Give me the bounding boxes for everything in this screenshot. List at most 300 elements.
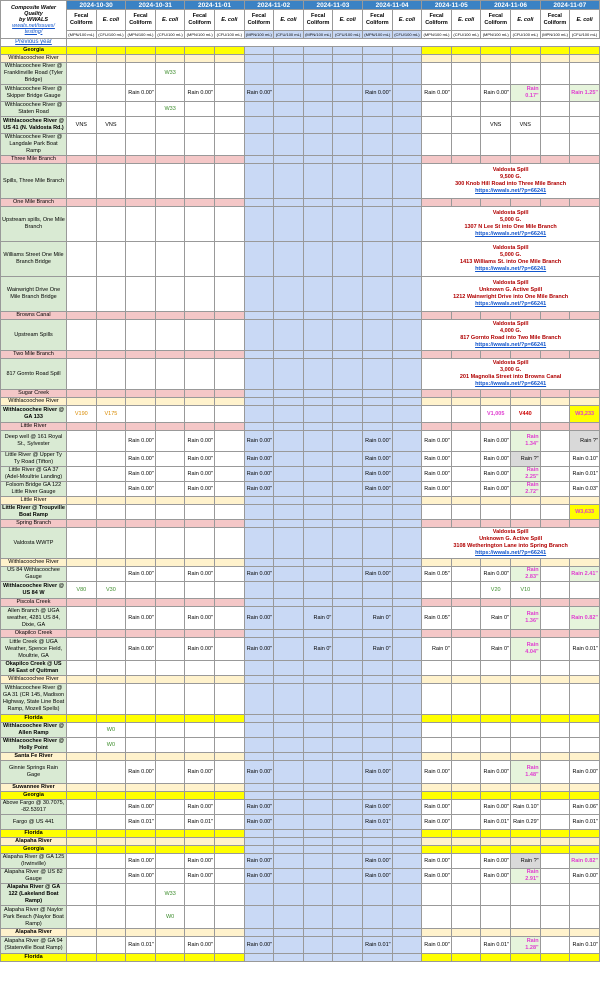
data-cell: [422, 117, 452, 134]
band-cell: [67, 312, 97, 320]
data-cell: [392, 85, 422, 102]
rain-reading: Rain 0.00": [363, 800, 393, 815]
band-cell: [185, 830, 215, 838]
data-cell: [96, 277, 126, 312]
data-cell: [214, 937, 244, 954]
data-cell: [126, 207, 156, 242]
site-row: [1, 582, 600, 599]
data-cell: [274, 242, 304, 277]
spill-link[interactable]: https://wwals.net/?p=66241: [475, 381, 547, 387]
band-cell: [540, 520, 570, 528]
spill-notice: [422, 164, 600, 199]
spill-text: 5,000 G.: [500, 252, 522, 258]
section-label: Alapaha River: [1, 929, 67, 937]
data-cell: [333, 207, 363, 242]
data-cell: [451, 884, 481, 906]
band-cell: [333, 715, 363, 723]
data-cell: [303, 164, 333, 199]
data-cell: [451, 102, 481, 117]
rain-reading: Rain 0.00": [244, 467, 274, 482]
data-cell: [333, 884, 363, 906]
data-cell: [451, 582, 481, 599]
data-cell: [185, 117, 215, 134]
band-cell: [214, 838, 244, 846]
band-cell: [363, 630, 393, 638]
data-cell: [392, 638, 422, 661]
band-cell: [274, 846, 304, 854]
band-cell: [96, 715, 126, 723]
spill-link[interactable]: https://wwals.net/?p=66241: [475, 301, 547, 307]
band-cell: [451, 351, 481, 359]
band-cell: [422, 520, 452, 528]
data-cell: [363, 242, 393, 277]
data-cell: [511, 884, 541, 906]
data-cell: [155, 406, 185, 423]
site-label: Deep well @ 161 Royal St., Sylvester: [1, 431, 67, 452]
data-cell: [185, 582, 215, 599]
spill-text: 1212 Wainwright Drive into One Mile Branch: [453, 294, 569, 300]
band-cell: [451, 676, 481, 684]
band-cell: [392, 599, 422, 607]
data-cell: [244, 582, 274, 599]
band-cell: [333, 55, 363, 63]
data-cell: [451, 482, 481, 497]
band-cell: [363, 715, 393, 723]
data-cell: [67, 723, 97, 738]
data-cell: [303, 102, 333, 117]
data-cell: [540, 815, 570, 830]
spill-link[interactable]: https://wwals.net/?p=66241: [475, 266, 547, 272]
data-cell: [67, 452, 97, 467]
rain-reading: Rain 0.01": [570, 467, 600, 482]
band-cell: [67, 630, 97, 638]
rain-reading: Rain 0.00": [363, 869, 393, 884]
data-cell: [185, 505, 215, 520]
band-cell: [481, 715, 511, 723]
data-cell: [214, 884, 244, 906]
data-cell: [185, 738, 215, 753]
data-cell: [392, 761, 422, 784]
data-cell: [363, 207, 393, 242]
data-cell: [363, 528, 393, 559]
title-link[interactable]: wwals.net/issues/: [12, 22, 55, 29]
band-cell: [185, 846, 215, 854]
band-cell: [363, 423, 393, 431]
band-cell: [422, 846, 452, 854]
band-cell: [303, 351, 333, 359]
band-cell: [155, 47, 185, 55]
site-label: Withlacoochee River @ Langdale Park Boat Ramp: [1, 134, 67, 156]
data-cell: [451, 906, 481, 929]
band-cell: [185, 784, 215, 792]
band-cell: [570, 520, 600, 528]
spill-text: Valdosta Spill: [492, 245, 529, 251]
data-cell: [540, 431, 570, 452]
band-cell: [214, 312, 244, 320]
unit-label: (MPN/100 mL): [245, 32, 272, 37]
data-cell: [214, 63, 244, 85]
data-cell: [155, 452, 185, 467]
band-cell: [511, 55, 541, 63]
spill-text: 817 Gornto Road into Two Mile Branch: [460, 335, 561, 341]
data-cell: [274, 815, 304, 830]
band-cell: [67, 398, 97, 406]
data-cell: [392, 406, 422, 423]
rain-reading: Rain 1.48": [511, 761, 541, 784]
data-cell: [333, 738, 363, 753]
band-cell: [274, 630, 304, 638]
section-band: [1, 830, 600, 838]
site-row: [1, 505, 600, 520]
section-band: [1, 398, 600, 406]
section-band: [1, 497, 600, 505]
band-cell: [570, 715, 600, 723]
rain-reading: Rain 0.00": [244, 567, 274, 582]
data-cell: [67, 277, 97, 312]
band-cell: [511, 423, 541, 431]
data-cell: [570, 906, 600, 929]
band-cell: [96, 390, 126, 398]
data-cell: W0: [155, 906, 185, 929]
band-cell: [96, 676, 126, 684]
data-cell: [155, 134, 185, 156]
band-cell: [392, 715, 422, 723]
rain-reading: Rain 0": [363, 607, 393, 630]
rain-reading: Rain ?": [511, 854, 541, 869]
band-cell: [155, 398, 185, 406]
rain-reading: Rain 0.01": [481, 815, 511, 830]
section-band: [1, 156, 600, 164]
data-cell: [392, 505, 422, 520]
band-cell: [392, 830, 422, 838]
band-cell: [333, 47, 363, 55]
data-cell: [96, 63, 126, 85]
data-cell: [155, 582, 185, 599]
data-cell: [540, 607, 570, 630]
site-label: Spills, Three Mile Branch: [1, 164, 67, 199]
data-cell: [392, 482, 422, 497]
site-label: Withlacoochee River @ Staten Road: [1, 102, 67, 117]
band-cell: [363, 390, 393, 398]
data-cell: [333, 102, 363, 117]
rain-reading: Rain 0.00": [126, 761, 156, 784]
band-cell: [511, 676, 541, 684]
data-cell: [333, 800, 363, 815]
data-cell: [570, 117, 600, 134]
spill-text: 9,500 G.: [500, 174, 522, 180]
band-cell: [274, 312, 304, 320]
data-cell: [481, 661, 511, 676]
data-cell: [422, 63, 452, 85]
data-cell: [96, 869, 126, 884]
band-cell: [451, 423, 481, 431]
band-cell: [214, 390, 244, 398]
data-cell: [126, 277, 156, 312]
rain-reading: Rain 0.00": [185, 482, 215, 497]
data-cell: [244, 134, 274, 156]
band-cell: [155, 423, 185, 431]
band-cell: [185, 199, 215, 207]
band-cell: [570, 559, 600, 567]
data-cell: [392, 207, 422, 242]
site-label: Withlacoochee River @ Skipper Bridge Gauge: [1, 85, 67, 102]
band-cell: [363, 846, 393, 854]
rain-reading: Rain 0.00": [244, 431, 274, 452]
band-cell: [214, 784, 244, 792]
data-cell: [96, 528, 126, 559]
data-cell: [303, 869, 333, 884]
spill-row: [1, 242, 600, 277]
data-cell: [333, 134, 363, 156]
unit-label: (CFU/100 mL): [274, 31, 304, 39]
site-label: Valdosta WWTP: [1, 528, 67, 559]
band-cell: [363, 156, 393, 164]
band-cell: [392, 423, 422, 431]
data-cell: [214, 482, 244, 497]
unit-label: (CFU/100 mL): [392, 31, 422, 39]
data-cell: [67, 134, 97, 156]
data-cell: [422, 505, 452, 520]
band-cell: [422, 497, 452, 505]
band-cell: [363, 312, 393, 320]
spill-link[interactable]: https://wwals.net/?p=66241: [475, 342, 547, 348]
data-cell: [185, 102, 215, 117]
band-cell: [451, 55, 481, 63]
spill-text: 300 Knob Hill Road into Three Mile Branch: [455, 181, 567, 187]
data-cell: [155, 607, 185, 630]
data-cell: [244, 117, 274, 134]
data-cell: [303, 207, 333, 242]
band-cell: [303, 520, 333, 528]
band-cell: [451, 559, 481, 567]
data-cell: [392, 117, 422, 134]
band-cell: [185, 423, 215, 431]
rain-reading: Rain 0.00": [481, 482, 511, 497]
data-cell: [274, 117, 304, 134]
band-cell: [451, 630, 481, 638]
data-cell: [244, 63, 274, 85]
band-cell: [570, 156, 600, 164]
spill-row: [1, 320, 600, 351]
band-cell: [422, 838, 452, 846]
data-cell: [214, 567, 244, 582]
section-band: [1, 520, 600, 528]
previous-year-link[interactable]: Previous year: [1, 39, 67, 47]
data-cell: [481, 884, 511, 906]
rain-reading: Rain 0.00": [422, 854, 452, 869]
rain-reading: Rain 0.00": [244, 869, 274, 884]
rain-reading: Rain 0.00": [244, 937, 274, 954]
spill-link[interactable]: https://wwals.net/?p=66241: [475, 550, 547, 556]
spill-notice: [422, 242, 600, 277]
data-cell: [155, 567, 185, 582]
data-cell: [540, 638, 570, 661]
band-cell: [126, 390, 156, 398]
band-cell: [303, 559, 333, 567]
data-cell: [333, 482, 363, 497]
data-cell: [214, 738, 244, 753]
band-cell: [570, 753, 600, 761]
rain-reading: Rain 0.00": [570, 869, 600, 884]
band-cell: [214, 846, 244, 854]
band-cell: [303, 784, 333, 792]
band-cell: [333, 792, 363, 800]
data-cell: [481, 906, 511, 929]
data-cell: [511, 102, 541, 117]
section-band: [1, 312, 600, 320]
data-cell: [451, 134, 481, 156]
data-cell: [67, 482, 97, 497]
data-cell: [422, 582, 452, 599]
data-cell: [185, 406, 215, 423]
band-cell: [274, 520, 304, 528]
band-cell: [363, 929, 393, 937]
band-cell: [481, 398, 511, 406]
band-cell: [451, 784, 481, 792]
data-cell: [155, 164, 185, 199]
data-cell: [333, 567, 363, 582]
title-link-2[interactable]: testing/: [24, 28, 43, 35]
data-cell: [570, 661, 600, 676]
band-cell: [481, 830, 511, 838]
rain-reading: Rain 0.17": [511, 85, 541, 102]
data-cell: [96, 684, 126, 715]
data-cell: [244, 207, 274, 242]
site-label: Allen Branch @ UGA weather, 4281 US 84, Dixie, GA: [1, 607, 67, 630]
site-label: Okapilco Creek @ US 84 East of Quitman: [1, 661, 67, 676]
rain-reading: Rain 0.00": [244, 815, 274, 830]
data-cell: [274, 937, 304, 954]
rain-reading: Rain 1.25": [570, 85, 600, 102]
data-cell: [303, 431, 333, 452]
rain-reading: Rain 0.00": [481, 467, 511, 482]
data-cell: [96, 505, 126, 520]
data-cell: [392, 937, 422, 954]
band-cell: [244, 954, 274, 962]
band-cell: [185, 497, 215, 505]
spill-text: Valdosta Spill: [492, 529, 529, 535]
band-cell: [67, 47, 97, 55]
data-cell: [451, 467, 481, 482]
data-cell: [155, 638, 185, 661]
data-cell: [303, 937, 333, 954]
data-cell: [451, 684, 481, 715]
data-cell: [126, 661, 156, 676]
data-cell: [67, 567, 97, 582]
data-cell: [155, 738, 185, 753]
title-line-2: Quality: [24, 10, 43, 17]
band-cell: [155, 630, 185, 638]
band-cell: [303, 630, 333, 638]
spill-text: 1307 N Lee St into One Mile Branch: [464, 224, 557, 230]
unit-label: (MPN/100 mL): [541, 32, 568, 37]
e-coli-header: E. coli: [511, 10, 541, 31]
data-cell: [274, 854, 304, 869]
section-label: Browns Canal: [1, 312, 67, 320]
band-cell: [126, 559, 156, 567]
band-cell: [126, 47, 156, 55]
data-cell: [392, 738, 422, 753]
band-cell: [303, 390, 333, 398]
site-label: Withlacoochee River @ US 84 W: [1, 582, 67, 599]
band-cell: [274, 156, 304, 164]
band-cell: [155, 55, 185, 63]
rain-reading: Rain 0.01": [570, 815, 600, 830]
site-label: Withlacoochee River @ Allen Ramp: [1, 723, 67, 738]
data-cell: [363, 102, 393, 117]
data-cell: [155, 800, 185, 815]
site-label: Upstream Spills: [1, 320, 67, 351]
data-cell: [333, 638, 363, 661]
spill-link[interactable]: https://wwals.net/?p=66241: [475, 231, 547, 237]
band-cell: [244, 753, 274, 761]
band-cell: [96, 312, 126, 320]
band-cell: [422, 784, 452, 792]
rain-reading: Rain ?": [511, 452, 541, 467]
band-cell: [96, 599, 126, 607]
band-cell: [274, 351, 304, 359]
data-cell: [392, 467, 422, 482]
data-cell: [481, 102, 511, 117]
spill-link[interactable]: https://wwals.net/?p=66241: [475, 188, 547, 194]
rain-reading: Rain 2.72": [511, 482, 541, 497]
section-label: Okapilco Creek: [1, 630, 67, 638]
spill-text: Valdosta Spill: [492, 210, 529, 216]
band-cell: [570, 390, 600, 398]
data-cell: [96, 359, 126, 390]
rain-reading: Rain 0.00": [363, 431, 393, 452]
band-cell: [392, 929, 422, 937]
data-cell: [214, 582, 244, 599]
band-cell: [422, 156, 452, 164]
band-cell: [540, 559, 570, 567]
unit-label: (CFU/100 mL): [155, 31, 185, 39]
section-label: Georgia: [1, 47, 67, 55]
band-cell: [540, 156, 570, 164]
data-cell: [274, 884, 304, 906]
data-cell: [303, 800, 333, 815]
rain-reading: Rain 0.00": [126, 638, 156, 661]
param-header-row: [1, 10, 600, 31]
data-cell: [155, 359, 185, 390]
band-cell: [570, 792, 600, 800]
data-cell: [155, 207, 185, 242]
data-cell: [392, 164, 422, 199]
band-cell: [214, 599, 244, 607]
unit-label: (CFU/100 mL): [511, 31, 541, 39]
data-cell: [392, 452, 422, 467]
spill-row: [1, 359, 600, 390]
band-cell: [244, 559, 274, 567]
rain-reading: Rain 0.10": [570, 937, 600, 954]
band-cell: [185, 398, 215, 406]
data-cell: [155, 482, 185, 497]
band-cell: [303, 715, 333, 723]
data-cell: [214, 638, 244, 661]
spill-text: Unknown G. Active Spill: [479, 287, 543, 293]
band-cell: [451, 398, 481, 406]
band-cell: [540, 838, 570, 846]
data-cell: [451, 723, 481, 738]
band-cell: [363, 47, 393, 55]
band-cell: [422, 55, 452, 63]
data-cell: [126, 582, 156, 599]
band-cell: [511, 792, 541, 800]
band-cell: [511, 47, 541, 55]
data-cell: [274, 359, 304, 390]
band-cell: [214, 676, 244, 684]
band-cell: [481, 559, 511, 567]
